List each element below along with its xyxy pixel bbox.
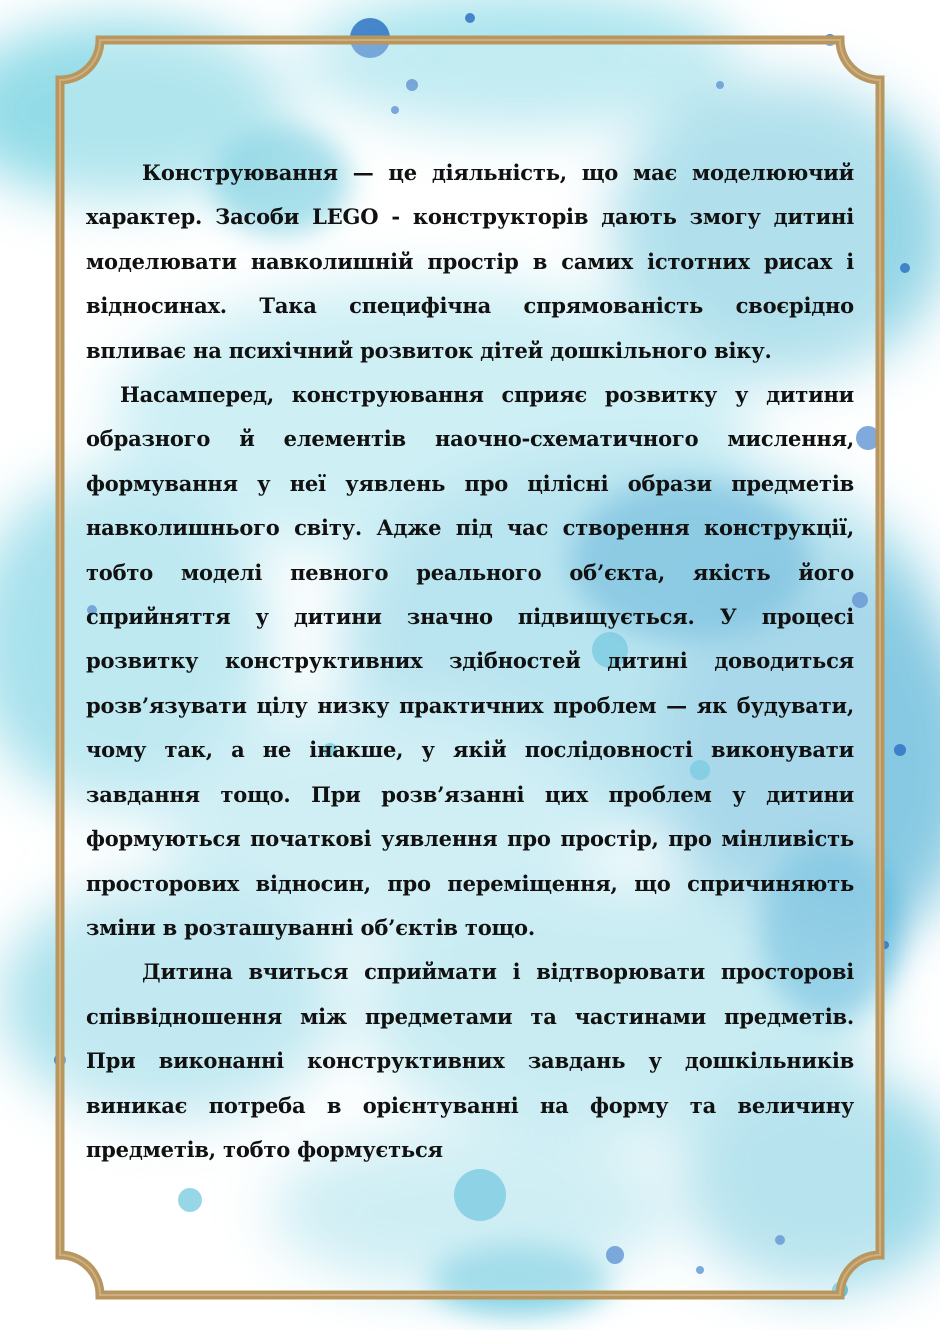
paragraph-2: Насамперед, конструювання сприяє розвитку у дитини образного й елементів наочно-схематичного мислення, формування у неї уявлень про цілісні образи предметів навколишнього світу. Адже під час створення конструкції, тобто моделі певного реального об’єкта, якість його сприйняття у дитини значно підвищується. У процесі розвитку конструктивних здібностей дитині доводиться розв’язувати цілу низку практичних проблем — як будувати, чому так, а не інакше, у якій послідовності виконувати завдання тощо. При розв’язанні цих проблем у дитини формуються початкові уявлення про простір, про мінливість просторових відносин, про переміщення, що спричиняють зміни в розташуванні об’єктів тощо. — [86, 382, 854, 940]
body-text — [86, 151, 854, 1172]
paragraph-1: Конструювання — це діяльність, що має моделюючий характер. Засоби LEGO - конструкторів дають змогу дитині моделювати навколишній простір в самих істотних рисах і відносинах. Така специфічна спрямованість своєрідно впливає на психічний розвиток дітей дошкільного віку. — [86, 160, 854, 363]
paragraph-3: Дитина вчиться сприймати і відтворювати просторові співвідношення між предметами та частинами предметів. При виконанні конструктивних завдань у дошкільників виникає потреба в орієнтуванні на форму та величину предметів, тобто формується — [86, 959, 854, 1162]
